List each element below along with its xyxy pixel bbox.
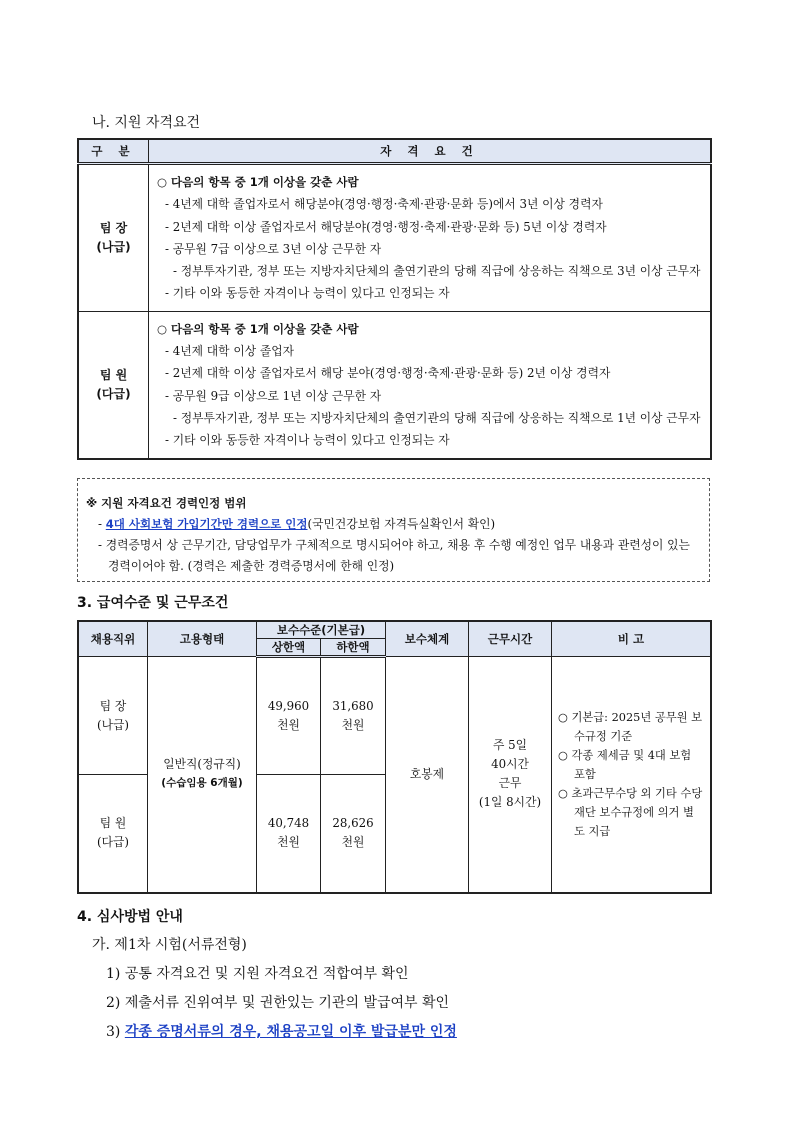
- lower-salary-cell: [321, 657, 386, 775]
- requirement-item: - 2년제 대학 이상 졸업자로서 해당분야(경영·행정·축제·관광·문화 등) 5년 이상 경력자: [165, 219, 607, 234]
- requirement-bullet: ○ 다음의 항목 중 1개 이상을 갖춘 사람: [157, 321, 359, 336]
- requirement-bullet: ○ 다음의 항목 중 1개 이상을 갖춘 사람: [157, 175, 359, 189]
- remarks-cell: [552, 657, 712, 893]
- note-emphasis: 4대 사회보험 가입기간만 경력으로 인정: [105, 517, 308, 531]
- requirements-row-team-leader: [78, 164, 711, 312]
- position-grade: (다급): [97, 835, 129, 850]
- hours-line: (1일 8시간): [478, 795, 542, 810]
- note-item: - 경력증명서 상 근무기간, 담당업무가 구체적으로 명시되어야 하고, 채용 후 수행 예정인 업무 내용과 관련성이 있는 경력이어야 함. (경력은 제출한 경력증명서에 한해 인정): [98, 538, 690, 573]
- upper-salary-value: 49,960: [267, 699, 310, 713]
- hours-line: 근무: [498, 776, 522, 791]
- requirement-item: - 공무원 7급 이상으로 3년 이상 근무한 자: [165, 241, 382, 256]
- category-team-member: [78, 311, 149, 458]
- hours-cell: [469, 657, 552, 893]
- note-item: [86, 514, 701, 535]
- header-salary: 보수수준(기본급): [257, 621, 386, 639]
- category-label: 팀 장: [99, 220, 128, 235]
- requirement-item: - 기타 이와 동등한 자격이나 능력이 있다고 인정되는 자: [165, 286, 450, 301]
- requirements-table: [77, 138, 712, 460]
- upper-salary-unit: 천원: [277, 835, 300, 850]
- requirement-item: - 공무원 9급 이상으로 1년 이상 근무한 자: [165, 388, 382, 403]
- position-cell: [78, 657, 148, 775]
- category-team-leader: [78, 164, 149, 312]
- section-3-title: 3. 급여수준 및 근무조건: [77, 595, 229, 611]
- note-title: ※ 지원 자격요건 경력인정 범위: [86, 496, 247, 510]
- requirement-item: - 정부투자기관, 정부 또는 지방자치단체의 출연기관의 당해 직급에 상응하는 직책으로 1년 이상 근무자: [173, 410, 701, 425]
- upper-salary-unit: 천원: [277, 718, 300, 732]
- lower-salary-unit: 천원: [341, 835, 365, 850]
- probation-note: (수습임용 6개월): [161, 777, 243, 790]
- remark-item: ○ 각종 제세금 및 4대 보험 포함: [558, 748, 692, 781]
- header-category: 구 분: [78, 139, 149, 164]
- upper-salary-cell: [257, 657, 321, 775]
- requirement-item: - 2년제 대학 이상 졸업자로서 해당 분야(경영·행정·축제·관광·문화 등) 2년 이상 경력자: [165, 366, 611, 381]
- note-item-prefix: -: [98, 517, 106, 531]
- employment-type: 일반직(정규직): [163, 757, 241, 772]
- section-b-title: 나. 지원 자격요건: [92, 115, 201, 131]
- requirements-cell: [149, 311, 712, 458]
- header-position: 채용직위: [78, 621, 148, 657]
- header-requirements: 자 격 요 건: [149, 139, 712, 164]
- salary-table: [77, 620, 712, 894]
- review-step: 1) 공통 자격요건 및 지원 자격요건 적합여부 확인: [106, 966, 409, 982]
- lower-salary-value: 31,680: [332, 699, 374, 713]
- review-step: 2) 제출서류 진위여부 및 권한있는 기관의 발급여부 확인: [106, 995, 450, 1011]
- section-4-title: 4. 심사방법 안내: [77, 909, 183, 925]
- pay-system-cell: 호봉제: [386, 657, 469, 893]
- salary-row-team-leader: [78, 657, 711, 775]
- employment-cell: [148, 657, 257, 893]
- header-pay-system: 보수체계: [386, 621, 469, 657]
- header-employment: 고용형태: [148, 621, 257, 657]
- requirement-item: - 기타 이와 동등한 자격이나 능력이 있다고 인정되는 자: [165, 433, 450, 448]
- category-grade: (나급): [96, 239, 131, 254]
- section-4-subtitle: 가. 제1차 시험(서류전형): [92, 937, 247, 953]
- lower-salary-value: 28,626: [332, 816, 374, 831]
- header-upper: 상한액: [257, 639, 321, 657]
- header-remarks: 비 고: [552, 621, 712, 657]
- remark-item: ○ 초과근무수당 외 기타 수당 재단 보수규정에 의거 별도 지급: [558, 786, 703, 838]
- review-step: [106, 1021, 457, 1041]
- salary-header-row: [78, 621, 711, 639]
- header-lower: 하한액: [321, 639, 386, 657]
- requirement-item: - 4년제 대학 졸업자로서 해당분야(경영·행정·축제·관광·문화 등)에서 3년 이상 경력자: [165, 197, 603, 212]
- category-grade: (다급): [96, 386, 131, 401]
- requirements-cell: [149, 164, 712, 312]
- career-recognition-note: [77, 478, 710, 582]
- position-cell: [78, 775, 148, 893]
- lower-salary-cell: [321, 775, 386, 893]
- hours-line: 40시간: [491, 757, 529, 772]
- requirement-item: - 정부투자기관, 정부 또는 지방자치단체의 출연기관의 당해 직급에 상응하는 직책으로 3년 이상 근무자: [173, 264, 701, 279]
- position-grade: (나급): [97, 717, 129, 732]
- category-label: 팀 원: [99, 367, 128, 382]
- hours-line: 주 5일: [492, 738, 528, 753]
- position-label: 팀 장: [99, 698, 127, 713]
- remark-item: ○ 기본급: 2025년 공무원 보수규정 기준: [558, 710, 703, 743]
- requirements-header-row: [78, 139, 711, 164]
- requirements-row-team-member: [78, 311, 711, 458]
- review-step-emphasis: 각종 증명서류의 경우, 채용공고일 이후 발급분만 인정: [124, 1024, 457, 1040]
- review-step-prefix: 3): [106, 1024, 125, 1040]
- header-hours: 근무시간: [469, 621, 552, 657]
- position-label: 팀 원: [99, 816, 127, 831]
- requirement-item: - 4년제 대학 이상 졸업자: [165, 344, 295, 359]
- upper-salary-value: 40,748: [267, 816, 310, 831]
- upper-salary-cell: [257, 775, 321, 893]
- lower-salary-unit: 천원: [341, 718, 365, 732]
- note-item-rest: (국민건강보험 자격득실확인서 확인): [307, 517, 496, 531]
